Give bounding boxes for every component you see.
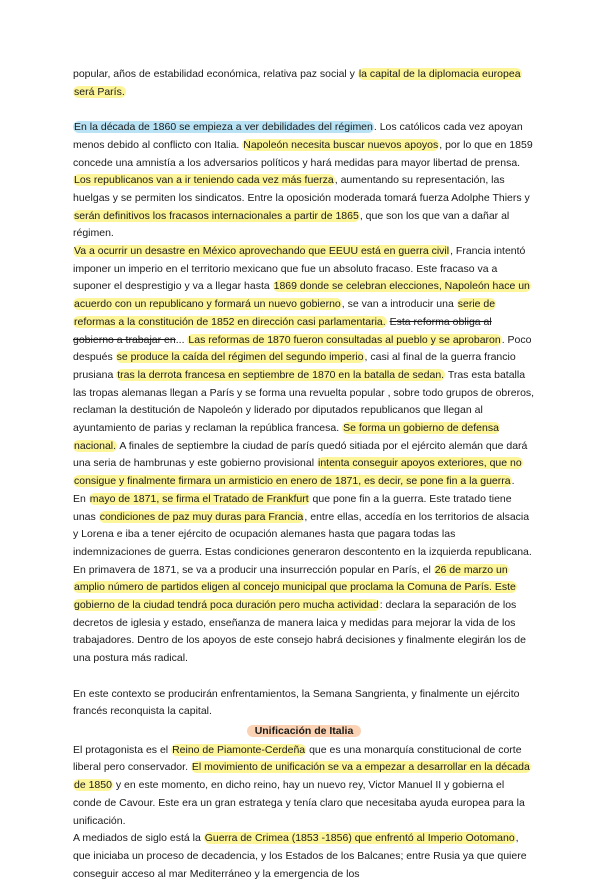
text-run: y en este momento, en dicho reino, hay un nuevo rey, Victor Manuel II y gobierna el conde de Cavour. Este era un gran estratega y tenía claro que necesitaba ayuda europea para la unificación. [73,779,525,827]
document-body [73,66,535,883]
text-run: . [511,475,515,488]
highlight-yellow: Napoleón necesita buscar nuevos apoyos [243,138,439,151]
highlight-yellow: serán definitivos los fracasos internacionales a partir de 1865 [74,209,359,222]
paragraph-4 [73,491,535,668]
highlight-yellow: condiciones de paz muy duras para Francia [99,510,304,523]
highlight-yellow: Se forma un gobierno de defensa nacional. [74,422,499,452]
text-run: , que son los que van a dañar al régimen. [73,209,510,240]
text-run: : declara la separación de los decretos de iglesia y estado, enseñanza de manera laica y medidas para mejorar la vida de los trabajadores. Dentro de los apoyos de este consejo habrá decisiones y finalmente elegirán los de una postura más radical. [73,599,526,665]
text-run: , por lo que en 1859 concede una amnistía a los adversarios políticos y hará medidas para mayor libertad de prensa. [73,138,533,169]
paragraph-5 [73,686,535,721]
text-run: . Poco después [73,333,532,364]
text-run: , que iniciaba un proceso de decadencia, y los Estados de los Balcanes; entre Rusia ya que quiere conseguir acceso al mar Mediterráneo y la emergencia de los [73,832,527,880]
highlight-yellow: tras la derrota francesa en septiembre de 1870 en la batalla de sedan. [117,368,445,381]
highlight-yellow: Guerra de Crimea (1853 -1856) que enfrentó al Imperio Ootomano [204,832,515,845]
highlight-yellow: 1869 donde se celebran elecciones, Napoleón hace un acuerdo con un republicano y formará un nuevo gobierno [74,280,530,311]
highlight-yellow: Reino de Piamonte-Cerdeña [172,743,306,756]
highlight-yellow: se produce la caída del régimen del segundo imperio [116,351,364,364]
highlight-yellow: El movimiento de unificación se va a empezar a desarrollar en la década de 1850 [74,761,530,792]
paragraph-6 [73,742,535,831]
text-run: que pone fin a la guerra. Este tratado tiene unas [73,492,512,523]
text-run: El protagonista es el [73,743,172,756]
highlight-blue: En la década de 1860 se empieza a ver debilidades del régimen [74,121,373,134]
highlight-yellow: mayo de 1871, se firma el Tratado de Frankfurt [89,492,309,505]
text-run: ... [175,333,188,346]
strikethrough-text: Esta reforma obliga al gobierno a trabajar en [73,315,492,346]
highlight-yellow: la capital de la diplomacia europea será París. [74,68,521,98]
text-run: , entre ellas, accedía en los territorios de alsacia y Lorena e iba a tener ejército de ocupación alemanes hasta que pagara todas las indemnizaciones de guerra. Estas condiciones generaron descontento en la izquierda republicana. En primavera de 1871, se va a producir una insurrección popular en París, el [73,510,532,576]
text-run: , casi al final de la guerra francio prusiana [73,351,516,381]
highlight-yellow: Las reformas de 1870 fueron consultadas al pueblo y se aprobaron [188,333,501,346]
paragraph-3 [73,243,535,491]
text-run: A finales de septiembre la ciudad de parís quedó sitiada por el ejército alemán que dará una seria de hambrunas y este gobierno provisional [73,439,528,470]
text-run: A mediados de siglo está la [73,832,204,845]
text-run: , se van a introducir una [341,298,457,311]
highlight-yellow: serie de reformas a la constitución de 1852 en dirección casi parlamentaria. [74,298,496,328]
text-run: Tras esta batalla las tropas alemanas llegan a París y se forma una revuelta popular , sobre todo grupos de obreros, reclaman la destitución de Napoleón y liderado por diputados republicanos que llegan al ayuntamiento de parias y reclaman la república francesa. [73,368,535,435]
section-heading-wrap [73,723,535,741]
highlight-yellow: Va a ocurrir un desastre en México aprovechando que EEUU está en guerra civil [74,245,450,258]
text-run: . Los católicos cada vez apoyan menos debido al conflicto con Italia. [73,121,523,151]
text-run: En [73,492,89,505]
paragraph-gap [73,101,535,119]
paragraph-gap [73,668,535,686]
highlight-yellow: intenta conseguir apoyos exteriores, que no consigue y finalmente firmara un armisticio en enero de 1871, es decir, se pone fin a la guerra [74,457,522,488]
highlight-yellow: Los republicanos van a ir teniendo cada vez más fuerza [74,174,334,187]
text-run: , aumentando su representación, las huelgas y se permiten los sindicatos. Entre la oposición moderada tomará fuerza Adolphe Thiers y [73,174,530,204]
highlight-yellow: 26 de marzo un amplio número de partidos eligen al concejo municipal que proclama la Comuna de París. Este gobierno de la ciudad tendrá poca duración pero mucha actividad [74,563,516,612]
paragraph-7 [73,830,535,883]
section-heading: Unificación de Italia [247,725,362,737]
paragraph-1 [73,66,535,101]
text-run: En este contexto se producirán enfrentamientos, la Semana Sangrienta, y finalmente un ejército francés reconquista la capital. [73,687,520,718]
text-run: , Francia intentó imponer un imperio en el territorio mexicano que fue un absoluto fracaso. Este fracaso va a suponer el desprestigio y va a llegar hasta [73,245,526,293]
text-run: que es una monarquía constitucional de corte liberal pero conservador. [73,743,522,774]
text-run: popular, años de estabilidad económica, relativa paz social y [73,68,358,80]
paragraph-2 [73,119,535,243]
